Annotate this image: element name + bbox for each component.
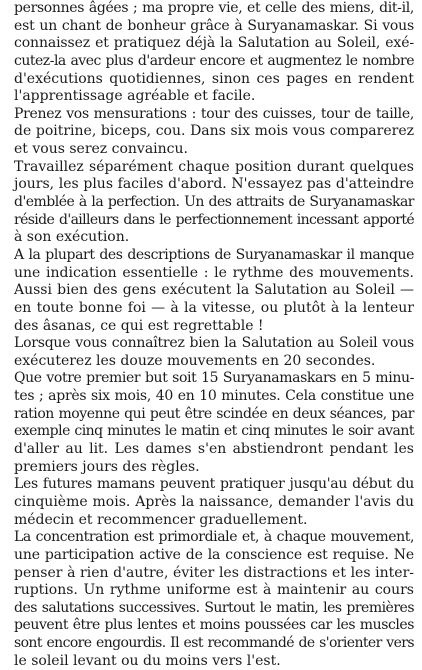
text-line: connaissez et pratiquez déjà la Salutation au Soleil, exé- [14, 35, 414, 52]
paragraph [14, 370, 414, 476]
text-line: ration moyenne qui peut être scindée en deux séances, par [14, 405, 414, 422]
paragraph [14, 247, 414, 335]
text-line: exemple cinq minutes le matin et cinq minutes le soir avant [14, 423, 414, 440]
text-line: sont encore engourdis. Il est recommandé de s'orienter vers [14, 635, 414, 652]
text-line: Aussi bien des gens exécutent la Salutation au Soleil — [14, 282, 414, 299]
text-line: Prenez vos mensurations : tour des cuisses, tour de taille, [14, 105, 414, 122]
text-line: réside d'ailleurs dans le perfectionnement incessant apporté [14, 211, 414, 228]
text-line: une indication essentielle : le rythme des mouvements. [14, 264, 414, 281]
text-line: de poitrine, biceps, cou. Dans six mois vous comparerez [14, 123, 414, 140]
text-line: peuvent être plus lentes et moins poussées car les muscles [14, 617, 414, 634]
text-line: cinquième mois. Après la naissance, demander l'avis du [14, 493, 414, 510]
text-line: à son exécution. [14, 229, 130, 246]
text-line: en toute bonne foi — à la vitesse, ou plutôt à la lenteur [14, 299, 414, 316]
paragraph [14, 476, 414, 529]
paragraph [14, 529, 414, 670]
text-line: cutez-la avec plus d'ardeur encore et augmentez le nombre [14, 52, 414, 69]
text-line: La concentration est primordiale et, à chaque mouvement, [14, 529, 414, 546]
paragraph [14, 335, 414, 370]
text-line: une participation active de la conscience est requise. Ne [14, 546, 414, 563]
text-line: personnes âgées ; ma propre vie, et celle des miens, dit-il, [14, 0, 414, 16]
text-line: penser à rien d'autre, éviter les distractions et les inter- [14, 564, 414, 581]
text-line: exécuterez les douze mouvements en 20 secondes. [14, 352, 376, 369]
text-line: l'apprentissage agréable et facile. [14, 88, 256, 105]
text-line: tes ; après six mois, 40 en 10 minutes. Cela constitue une [14, 388, 414, 405]
text-line: d'emblée à la perfection. Un des attraits de Suryanamaskar [14, 194, 414, 211]
text-line: Lorsque vous connaîtrez bien la Salutation au Soleil vous [14, 335, 414, 352]
text-line: d'aller au lit. Les dames s'en abstiendront pendant les [14, 441, 414, 458]
text-line: des salutations successives. Surtout le matin, les premières [14, 599, 414, 616]
text-line: jours, les plus faciles d'abord. N'essayez pas d'atteindre [14, 176, 414, 193]
paragraph [14, 0, 414, 106]
text-line: médecin et recommencer graduellement. [14, 511, 308, 528]
text-line: ruptions. Un rythme uniforme est à maintenir au cours [14, 582, 414, 599]
text-line: premiers jours des règles. [14, 458, 200, 475]
paragraph [14, 159, 414, 247]
text-line: des âsanas, ce qui est regrettable ! [14, 317, 264, 334]
text-line: est un chant de bonheur grâce à Suryanamaskar. Si vous [14, 17, 414, 34]
text-line: le soleil levant ou du moins vers l'est. [14, 652, 281, 669]
text-line: d'exécutions quotidiennes, sinon ces pages en rendent [14, 70, 414, 87]
text-line: A la plupart des descriptions de Suryanamaskar il manque [14, 246, 414, 263]
text-line: et vous serez convaincu. [14, 141, 188, 158]
text-line: Les futures mamans peuvent pratiquer jusqu'au début du [14, 476, 414, 493]
paragraph [14, 106, 414, 159]
text-line: Que votre premier but soit 15 Suryanamaskars en 5 minu- [14, 370, 414, 387]
text-line: Travaillez séparément chaque position durant quelques [14, 158, 414, 175]
